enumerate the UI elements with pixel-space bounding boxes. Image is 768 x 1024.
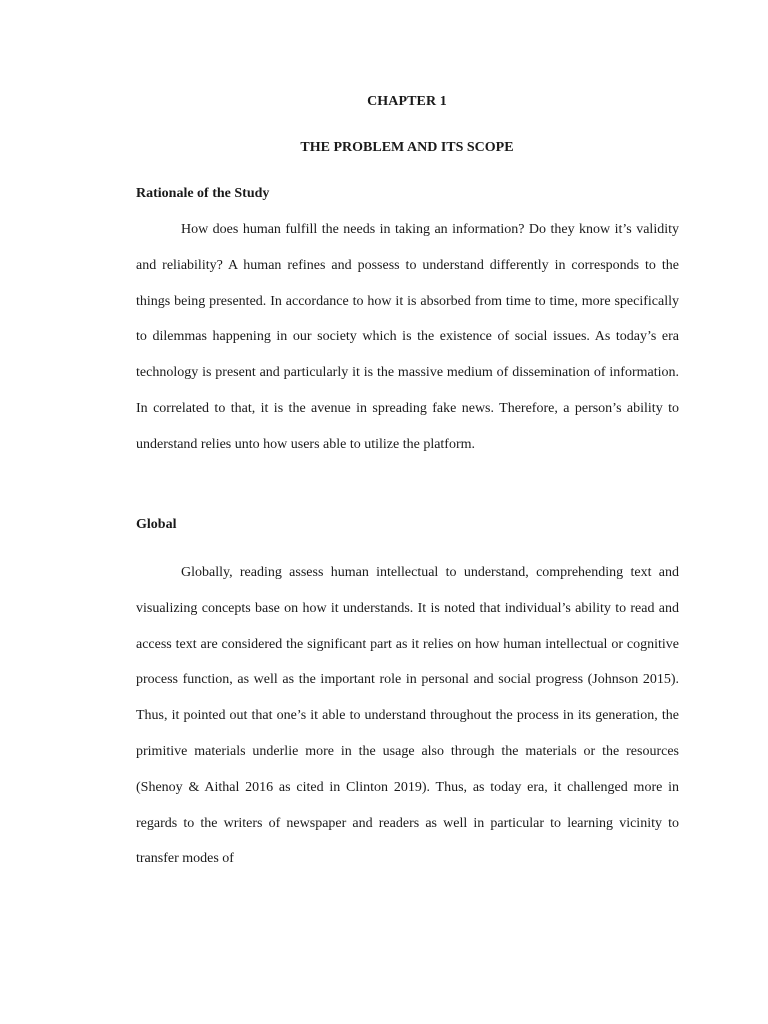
chapter-label: CHAPTER 1 bbox=[367, 94, 447, 109]
paragraph-global: Globally, reading assess human intellectual to understand, comprehending text and visualizing concepts base on how it understands. It is noted that individual’s ability to read and access text are considered the significant part as it relies on how human intellectual or cognitive process function, as well as the important role in personal and social progress (Johnson 2015). Thus, it pointed out that one’s it able to understand throughout the process in its generation, the primitive materials underlie more in the usage also through the materials or the resources (Shenoy & Aithal 2016 as cited in Clinton 2019). Thus, as today era, it challenged more in regards to the writers of newspaper and readers as well in particular to learning vicinity to transfer modes of bbox=[136, 565, 679, 867]
paragraph-rationale: How does human fulfill the needs in taking an information? Do they know it’s validity and reliability? A human refines and possess to understand differently in corresponds to the things being presented. In accordance to how it is absorbed from time to time, more specifically to dilemmas happening in our society which is the existence of social issues. As today’s era technology is present and particularly it is the massive medium of dissemination of information. In correlated to that, it is the avenue in spreading fake news. Therefore, a person’s ability to understand relies unto how users able to utilize the platform. bbox=[136, 222, 679, 452]
chapter-title: THE PROBLEM AND ITS SCOPE bbox=[300, 140, 514, 155]
section-heading-global: Global bbox=[136, 517, 177, 532]
section-heading-rationale: Rationale of the Study bbox=[136, 186, 270, 201]
